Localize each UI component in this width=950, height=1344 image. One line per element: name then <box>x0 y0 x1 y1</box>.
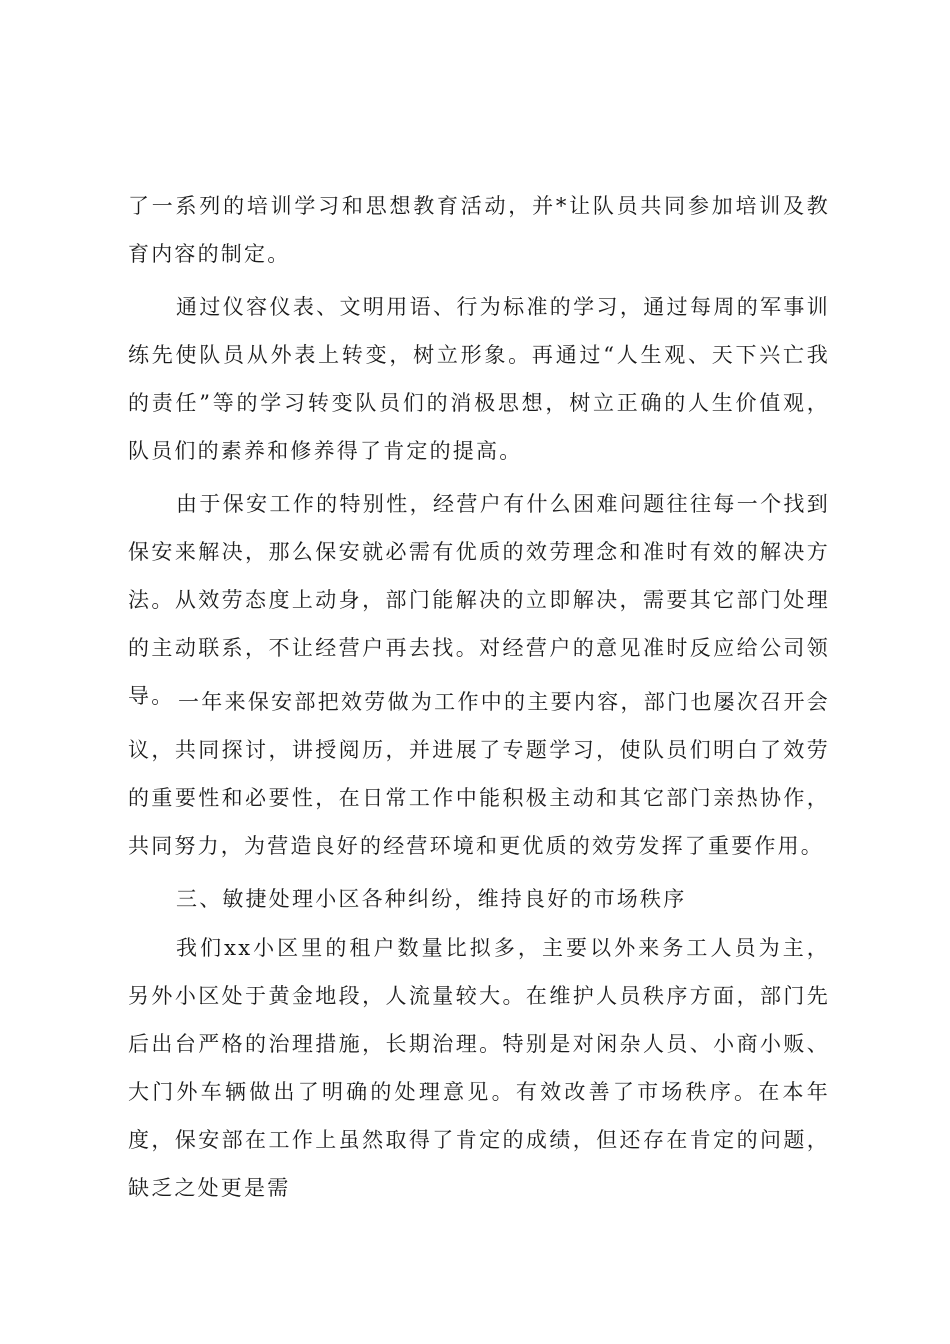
paragraph-training-continuation: 了一系列的培训学习和思想教育活动，并*让队员共同参加培训及教育内容的制定。 <box>128 194 830 266</box>
paragraph-etiquette-training: 通过仪容仪表、文明用语、行为标准的学习，通过每周的军事训练先使队员从外表上转变，树立形象。再通过“人生观、天下兴亡我的责任”等的学习转变队员们的消极思想，树立正确的人生价值观，队员们的素养和修养得了肯定的提高。 <box>128 295 830 463</box>
paragraph-service-focus: 一年来保安部把效劳做为工作中的主要内容，部门也屡次召开会议，共同探讨，讲授阅历，并进展了专题学习，使队员们明白了效劳的重要性和必要性，在日常工作中能积极主动和其它部门亲热协作，共同努力，为营造良好的经营环境和更优质的效劳发挥了重要作用。 <box>128 690 830 858</box>
paragraph-service-attitude: 由于保安工作的特别性，经营户有什么困难问题往往每一个找到保安来解决，那么保安就必需有优质的效劳理念和准时有效的解决方法。从效劳态度上动身，部门能解决的立即解决，需要其它部门处理的主动联系，不让经营户再去找。对经营户的意见准时反应给公司领导。 <box>128 492 830 708</box>
paragraph-market-order: 我们xx小区里的租户数量比拟多，主要以外来务工人员为主，另外小区处于黄金地段，人流量较大。在维护人员秩序方面，部门先后出台严格的治理措施，长期治理。特别是对闲杂人员、小商小贩、大门外车辆做出了明确的处理意见。有效改善了市场秩序。在本年度，保安部在工作上虽然取得了肯定的成绩，但还存在肯定的问题，缺乏之处更是需 <box>128 936 830 1200</box>
section-heading-disputes: 三、敏捷处理小区各种纠纷，维持良好的市场秩序 <box>176 887 687 911</box>
